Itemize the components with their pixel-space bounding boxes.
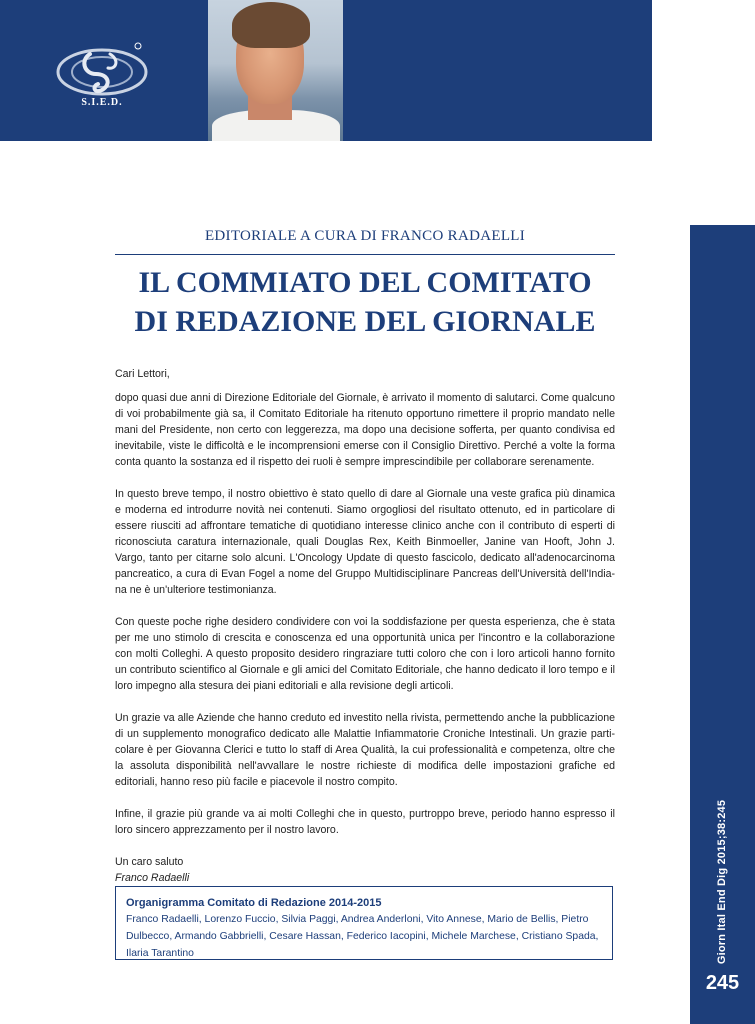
photo-hair	[232, 2, 310, 48]
journal-citation: Giorn Ital End Dig 2015;38:245	[716, 799, 728, 965]
paragraph: Infine, il grazie più grande va ai molti Colleghi che in questo, purtroppo breve, periodo hanno espresso il loro sincero apprezzamento per il nostro lavoro.	[115, 808, 615, 836]
kicker-divider	[115, 254, 615, 255]
closing: Un caro saluto	[115, 856, 184, 868]
logo-text: S.I.E.D.	[81, 97, 123, 108]
signoff	[115, 854, 615, 886]
title-line-2: DI REDAZIONE DEL GIORNALE	[134, 305, 596, 338]
paragraph: In questo breve tempo, il nostro obiettivo è stato quello di dare al Giornale una veste grafica più dinamica e moderna ed introdurre novità nei contenuti. Siamo orgogliosi del risultato ottenuto, ed in particolare di essere riusciti ad affrontare tematiche di quotidiano interesse clinico anche con il contributo di esperti di riconosciuta caratura internazionale, quali Douglas Rex, Keith Binmoeller, Janine van Hooft, John J. Vargo, tanto per citarne solo alcuni. L'Oncology Update di questo fascicolo, dedicato all'adenocarcinoma pancreatico, a cura di Evan Fogel a nome del Gruppo Multidisciplinare Pancreas dell'Università dell'India-na ne è un'ulteriore testimonianza.	[115, 488, 615, 596]
editorial-kicker: EDITORIALE A CURA DI FRANCO RADAELLI	[204, 228, 526, 244]
signature: Franco Radaelli	[115, 872, 190, 884]
article-body	[115, 366, 615, 886]
committee-title: Organigramma Comitato di Redazione 2014-2015	[126, 897, 382, 909]
greeting: Cari Lettori,	[115, 368, 170, 380]
paragraph: Con queste poche righe desidero condividere con voi la soddisfazione per questa esperienza, che è stata per me uno stimolo di crescita e conoscenza ed una opportunità unica per l'incontro e la collaborazione con molti Colleghi. A questo proposito desidero ringraziare tutti coloro che con i loro articoli hanno fornito un contributo scientifico al Giornale e gli amici del Comitato Editoriale, che hanno dedicato il loro tempo e il loro impegno alla stesura dei piani editoriali e alla revisione degli articoli.	[115, 616, 615, 692]
paragraph: dopo quasi due anni di Direzione Editoriale del Giornale, è arrivato il momento di salutarci. Come qualcuno di voi probabilmente già sa, il Comitato Editoriale ha ritenuto opportuno rimettere il proprio mandato nelle mani del Presidente, non certo con leggerezza, ma dopo una decisione sofferta, per quanto condivisa ed inevitabile, viste le difficoltà e le incomprensioni emerse con il Consiglio Direttivo. Perché a volte la forma conta quanto la sostanza ed il rispetto dei ruoli è sempre imprescindibile per collaborare serenamente.	[115, 392, 615, 468]
author-photo	[208, 0, 343, 141]
page-number: 245	[705, 972, 740, 994]
paragraph: Un grazie va alle Aziende che hanno creduto ed investito nella rivista, permettendo anche la pubblicazione di un supplemento monografico dedicato alle Malattie Infiammatorie Croniche Intestinali. Un grazie parti-colare è per Giovanna Clerici e tutto lo staff di Area Qualità, la cui professionalità e competenza, oltre che la assoluta disponibilità nell'avvallare le nostre richieste di modifica delle impostazioni grafiche ed editoriali, hanno reso più facile e piacevole il nostro compito.	[115, 712, 615, 788]
sied-logo-icon	[50, 40, 154, 120]
committee-box	[115, 886, 613, 960]
title-line-1: IL COMMIATO DEL COMITATO	[138, 266, 592, 299]
committee-members: Franco Radaelli, Lorenzo Fuccio, Silvia Paggi, Andrea Anderloni, Vito Annese, Mario de Bellis, Pietro Dulbecco, Armando Gabbrielli, Cesare Hassan, Federico Iacopini, Michele Marchese, Cristiano Spada, Ilaria Tarantino	[126, 914, 599, 959]
article-title	[100, 263, 630, 341]
